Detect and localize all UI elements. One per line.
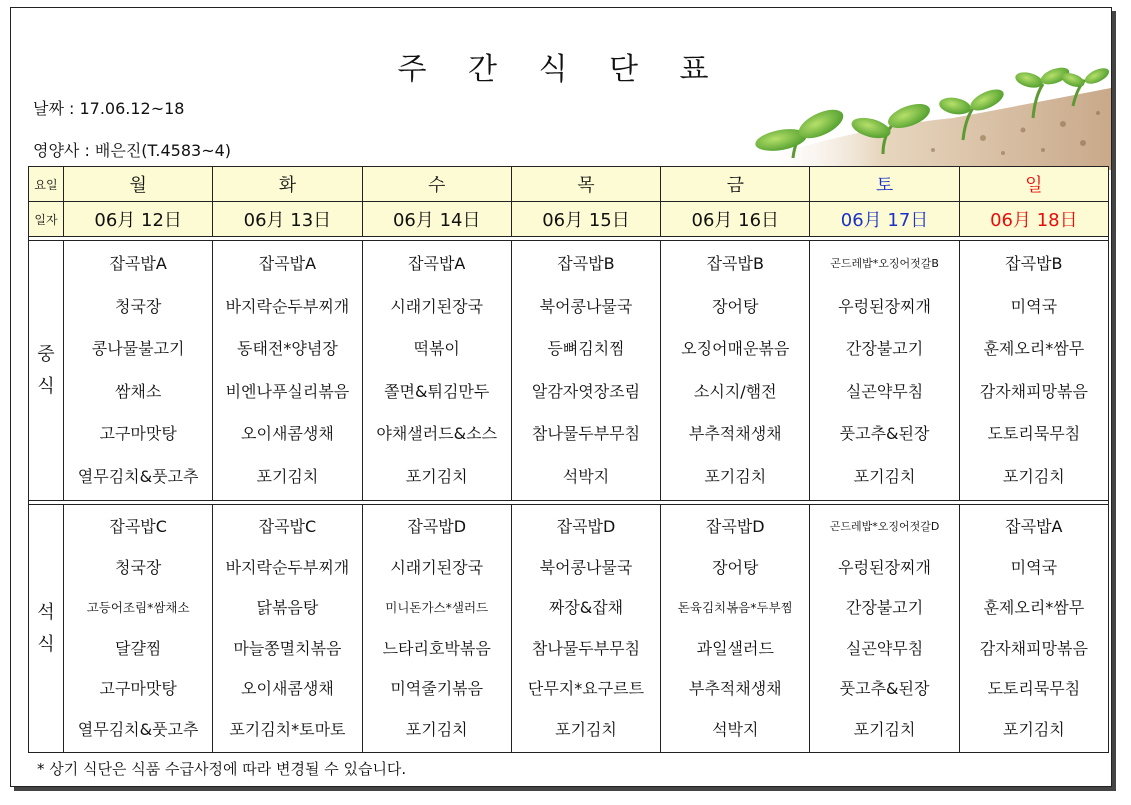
dinner-day-cell <box>64 505 213 753</box>
lunch-day-cell <box>362 241 511 501</box>
dinner-day-cell <box>362 505 511 753</box>
lunch-row <box>29 241 1109 501</box>
weekday-cell: 수 <box>362 167 511 202</box>
menu-item: 잡곡밥C <box>109 517 167 536</box>
menu-item: 포기김치 <box>853 466 916 486</box>
dinner-row <box>29 505 1109 753</box>
menu-item: 미역국 <box>1010 557 1058 577</box>
dinner-day-cell <box>810 505 959 753</box>
menu-item: 포기김치 <box>405 719 468 739</box>
menu-item: 북어콩나물국 <box>539 557 633 577</box>
menu-item: 잡곡밥C <box>258 517 317 536</box>
menu-item: 알감자엿장조림 <box>531 381 641 401</box>
menu-item: 포기김치 <box>1002 719 1065 739</box>
footnote: * 상기 식단은 식품 수급사정에 따라 변경될 수 있습니다. <box>37 760 407 778</box>
menu-item: 잡곡밥B <box>1005 254 1063 273</box>
lunch-label-text: 중식 <box>37 343 55 397</box>
menu-item: 부추적채생채 <box>688 679 782 698</box>
weekday-cell: 목 <box>511 167 660 202</box>
weekday-cell: 월 <box>64 167 213 202</box>
weekday-cell: 화 <box>213 167 362 202</box>
weekday-cell: 금 <box>661 167 810 202</box>
date-cell-sunday: 06月 18日 <box>959 202 1108 237</box>
menu-item: 잡곡밥D <box>407 517 467 536</box>
menu-item: 풋고추&된장 <box>839 424 930 443</box>
lunch-day-cell <box>661 241 810 501</box>
menu-item: 돈육김치볶음*두부찜 <box>677 600 793 615</box>
menu-item: 고구마맛탕 <box>99 424 177 443</box>
lunch-day-cell <box>959 241 1108 501</box>
lunch-day-cell <box>511 241 660 501</box>
menu-item: 잡곡밥B <box>706 254 764 273</box>
menu-item: 잡곡밥D <box>556 517 616 536</box>
date-cell: 06月 15日 <box>511 202 660 237</box>
date-row-label: 일자 <box>29 202 64 237</box>
menu-item: 실곤약무침 <box>845 381 924 401</box>
menu-item: 달걀찜 <box>114 638 162 658</box>
weekday-cell-saturday: 토 <box>810 167 959 202</box>
menu-item: 비엔나푸실리볶음 <box>225 381 350 401</box>
date-range: 날짜 : 17.06.12~18 <box>33 99 185 118</box>
nutritionist-info: 영양사 : 배은진(T.4583~4) <box>33 141 232 160</box>
menu-item: 감자채피망볶음 <box>979 381 1088 401</box>
menu-item: 쌈채소 <box>114 381 162 401</box>
date-cell: 06月 12日 <box>64 202 213 237</box>
menu-item: 등뼈김치찜 <box>547 339 625 358</box>
menu-item: 시래기된장국 <box>390 557 484 577</box>
menu-item: 장어탕 <box>712 296 759 316</box>
menu-item: 쫄면&튀김만두 <box>384 381 490 401</box>
date-cell: 06月 16日 <box>661 202 810 237</box>
menu-item: 포기김치*토마토 <box>229 719 346 739</box>
menu-item: 청국장 <box>114 557 162 577</box>
menu-item: 잡곡밥A <box>408 254 466 273</box>
menu-item: 우렁된장찌개 <box>838 296 931 316</box>
menu-item: 실곤약무침 <box>845 638 924 658</box>
date-cell: 06月 14日 <box>362 202 511 237</box>
menu-item: 과일샐러드 <box>696 638 774 658</box>
dinner-day-cell <box>959 505 1108 753</box>
menu-item: 잡곡밥A <box>109 254 167 273</box>
menu-item: 마늘쫑멸치볶음 <box>233 638 342 658</box>
date-cell: 06月 13日 <box>213 202 362 237</box>
menu-item: 포기김치 <box>256 466 319 486</box>
menu-item: 오징어매운볶음 <box>681 339 790 358</box>
dinner-day-cell <box>511 505 660 753</box>
menu-item: 미역국 <box>1010 296 1058 316</box>
menu-item: 짜장&잡채 <box>548 598 624 617</box>
menu-item: 느타리호박볶음 <box>382 638 491 658</box>
menu-item: 잡곡밥D <box>705 517 765 536</box>
menu-item: 훈제오리*쌈무 <box>983 598 1085 617</box>
menu-item: 바지락순두부찌개 <box>225 557 350 577</box>
menu-item: 잡곡밥A <box>258 254 317 273</box>
page-title: 주 간 식 단 표 <box>397 52 725 87</box>
menu-item: 미역줄기볶음 <box>390 679 484 698</box>
menu-item: 참나물두부무침 <box>531 424 641 443</box>
menu-item: 감자채피망볶음 <box>979 638 1088 658</box>
menu-item: 미니돈가스*샐러드 <box>385 600 489 615</box>
menu-item: 포기김치 <box>1002 466 1065 486</box>
lunch-day-cell <box>810 241 959 501</box>
date-cell-saturday: 06月 17日 <box>810 202 959 237</box>
lunch-label <box>29 241 64 501</box>
menu-item: 청국장 <box>114 296 162 316</box>
menu-item: 부추적채생채 <box>688 424 782 443</box>
menu-item: 콩나물불고기 <box>91 339 185 358</box>
menu-item: 석박지 <box>562 466 610 486</box>
dinner-label-text: 석식 <box>37 601 55 655</box>
weekly-menu-table <box>28 166 1109 753</box>
dinner-day-cell <box>213 505 362 753</box>
menu-item: 떡볶이 <box>413 339 460 358</box>
menu-item: 우렁된장찌개 <box>838 557 931 577</box>
weekday-cell-sunday: 일 <box>959 167 1108 202</box>
menu-item: 닭볶음탕 <box>256 598 319 617</box>
lunch-day-cell <box>64 241 213 501</box>
menu-item: 동태전*양념장 <box>237 339 338 358</box>
menu-item: 훈제오리*쌈무 <box>983 339 1085 358</box>
menu-item: 잡곡밥B <box>557 254 615 273</box>
menu-item: 풋고추&된장 <box>839 679 930 698</box>
menu-item: 오이새콤생채 <box>241 424 334 443</box>
menu-item: 바지락순두부찌개 <box>225 296 350 316</box>
menu-item: 포기김치 <box>704 466 767 486</box>
menu-item: 포기김치 <box>555 719 617 739</box>
menu-sheet <box>10 7 1112 787</box>
dinner-label <box>29 505 64 753</box>
menu-item: 시래기된장국 <box>390 296 484 316</box>
menu-item: 포기김치 <box>853 719 916 739</box>
menu-item: 간장불고기 <box>845 598 924 617</box>
menu-item: 곤드레밥*오징어젓갈B <box>830 257 939 270</box>
menu-item: 단무지*요구르트 <box>527 679 645 698</box>
dinner-day-cell <box>661 505 810 753</box>
menu-item: 간장불고기 <box>845 339 924 358</box>
sprouts-illustration <box>733 58 1113 170</box>
lunch-day-cell <box>213 241 362 501</box>
menu-item: 참나물두부무침 <box>531 638 641 658</box>
menu-item: 도토리묵무침 <box>987 424 1081 443</box>
menu-item: 고등어조림*쌈채소 <box>86 600 190 615</box>
menu-item: 잡곡밥A <box>1005 517 1063 536</box>
weekday-row-label: 요일 <box>29 167 64 202</box>
menu-item: 북어콩나물국 <box>539 296 633 316</box>
menu-item: 오이새콤생채 <box>241 679 334 698</box>
menu-item: 열무김치&풋고추 <box>77 466 199 486</box>
weekday-header-row <box>29 167 1109 202</box>
date-header-row <box>29 202 1109 237</box>
menu-item: 고구마맛탕 <box>99 679 177 698</box>
menu-item: 포기김치 <box>405 466 468 486</box>
menu-item: 소시지/햄전 <box>693 381 777 401</box>
menu-item: 열무김치&풋고추 <box>77 719 199 739</box>
menu-item: 도토리묵무침 <box>987 679 1081 698</box>
menu-item: 장어탕 <box>712 557 759 577</box>
menu-item: 석박지 <box>712 719 759 739</box>
menu-item: 곤드레밥*오징어젓갈D <box>829 520 940 533</box>
menu-item: 야채샐러드&소스 <box>376 424 498 443</box>
